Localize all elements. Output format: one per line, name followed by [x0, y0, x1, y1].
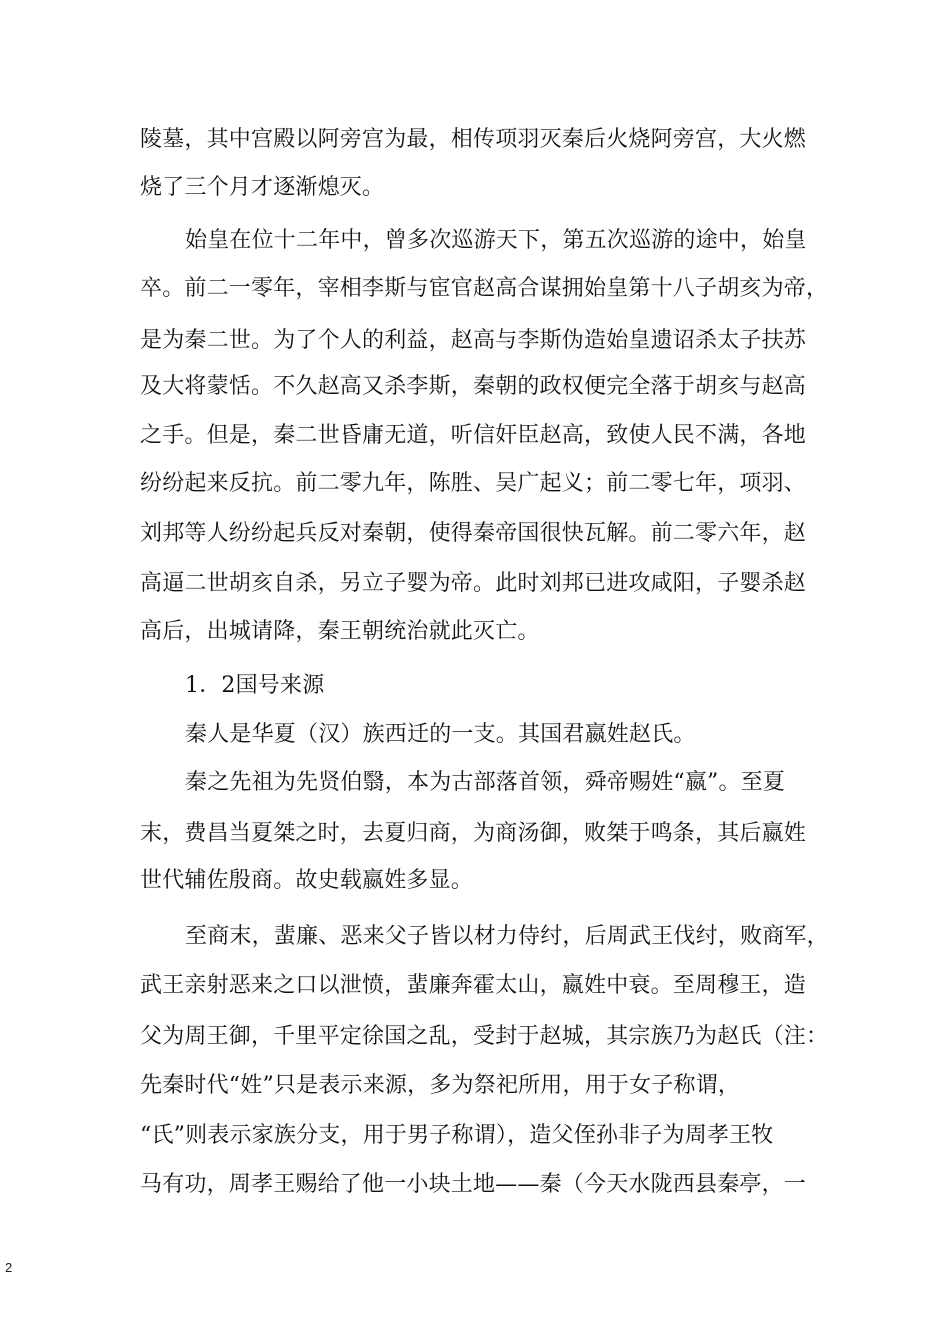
text-line: “氏”则表示家族分支，用于男子称谓），造父侄孙非子为周孝王牧 — [140, 1123, 774, 1148]
text-line: 之手。但是，秦二世昏庸无道，听信奸臣赵高，致使人民不满，各地 — [140, 423, 807, 448]
text-line: 陵墓，其中宫殿以阿旁宫为最，相传项羽灭秦后火烧阿旁宫，大火燃 — [140, 127, 807, 152]
page-number: 2 — [5, 1260, 13, 1275]
text-line: 高后，出城请降，秦王朝统治就此灭亡。 — [140, 619, 540, 644]
text-line: 末，费昌当夏桀之时，去夏归商，为商汤御，败桀于鸣条，其后嬴姓 — [140, 821, 807, 846]
text-line: 及大将蒙恬。不久赵高又杀李斯，秦朝的政权便完全落于胡亥与赵高 — [140, 374, 807, 399]
text-line: 父为周王御，千里平定徐国之乱，受封于赵城，其宗族乃为赵氏（注： — [140, 1024, 829, 1049]
section-heading: 1．2国号来源 — [185, 673, 325, 698]
text-line: 世代辅佐殷商。故史载嬴姓多显。 — [140, 868, 474, 893]
text-line: 马有功，周孝王赐给了他一小块土地——秦（今天水陇西县秦亭，一 — [140, 1172, 807, 1197]
paragraph-start-line: 至商末，蜚廉、恶来父子皆以材力侍纣，后周武王伐纣，败商军， — [185, 924, 829, 949]
text-line: 武王亲射恶来之口以泄愤，蜚廉奔霍太山，嬴姓中衰。至周穆王，造 — [140, 973, 807, 998]
text-line: 卒。前二一零年，宰相李斯与宦官赵高合谋拥始皇第十八子胡亥为帝， — [140, 276, 829, 301]
text-line: 先秦时代“姓”只是表示来源，多为祭祀所用，用于女子称谓， — [140, 1073, 741, 1098]
text-line: 刘邦等人纷纷起兵反对秦朝，使得秦帝国很快瓦解。前二零六年，赵 — [140, 521, 807, 546]
paragraph-start-line: 秦之先祖为先贤伯翳，本为古部落首领，舜帝赐姓“嬴”。至夏 — [185, 770, 786, 795]
paragraph-start-line: 秦人是华夏（汉）族西迁的一支。其国君嬴姓赵氏。 — [185, 722, 696, 747]
text-line: 是为秦二世。为了个人的利益，赵高与李斯伪造始皇遗诏杀太子扶苏 — [140, 328, 807, 353]
text-line: 纷纷起来反抗。前二零九年，陈胜、吴广起义；前二零七年，项羽、 — [140, 471, 807, 496]
text-line: 高逼二世胡亥自杀，另立子婴为帝。此时刘邦已进攻咸阳，子婴杀赵 — [140, 571, 807, 596]
paragraph-start-line: 始皇在位十二年中，曾多次巡游天下，第五次巡游的途中，始皇 — [185, 228, 807, 253]
text-line: 烧了三个月才逐渐熄灭。 — [140, 175, 385, 200]
